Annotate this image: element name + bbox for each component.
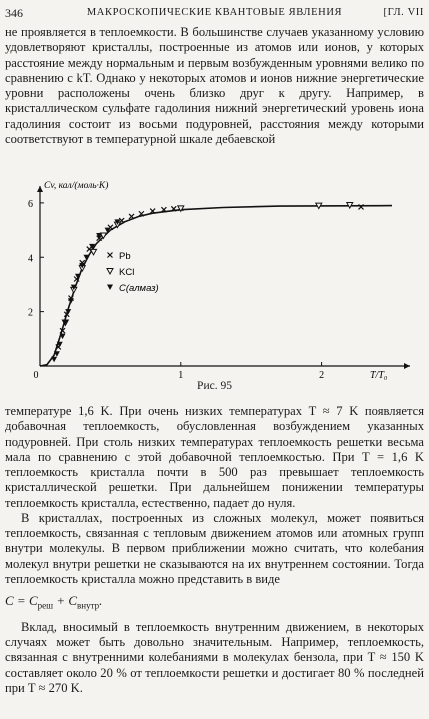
formula-sub-internal: внутр — [77, 600, 100, 611]
legend-marker-0 — [108, 253, 113, 258]
formula — [5, 593, 424, 614]
y-axis-label: Cv, кал/(моль·K) — [44, 181, 109, 191]
origin-label: 0 — [33, 370, 39, 381]
formula-mid: + C — [53, 593, 78, 608]
y-tick-label: 2 — [28, 307, 33, 319]
formula-sub-lattice: реш — [37, 600, 54, 611]
legend-label-0: Pb — [119, 251, 131, 262]
theory-curve — [40, 206, 392, 366]
paragraph-2: В кристаллах, построенных из сложных молекул, может появиться теплоемкость, связанная с тепловым движением атомов или атомных групп внутри молекулы. В первом приближении можно считать, что колебания молекул внутри решетки не сказываются на их внутреннем состоянии. Тогда теплоемкость кристалла можно представить в виде — [5, 510, 424, 586]
page-header — [5, 6, 424, 20]
heat-capacity-chart — [0, 178, 429, 398]
legend-label-2: C(алмаз) — [119, 283, 159, 294]
paragraph-3: Вклад, вносимый в теплоемкость внутренним движением, в некоторых случаях может быть довольно значительным. Например, теплоемкость, связанная с внутренними колебаниями в молекулах бензола, при T ≈ 150 K составляет около 20 % от теплоемкости решетки и достигает 80 % последней при T ≈ 270 K. — [5, 619, 424, 695]
page-number: 346 — [5, 6, 23, 20]
y-axis-arrow — [37, 186, 43, 192]
paragraph-1: температуре 1,6 K. При очень низких температурах T ≈ 7 K появляется добавочная теплоемкость, обусловленная возбуждением указанных подуровней. При столь низких температурах теплоемкость решетки весьма мала по сравнению с этой добавочной теплоемкостью. При T = 1,6 K теплоемкость кристалла почти в 500 раз превышает теплоемкость кристаллической решетки. При дальнейшем понижении температуры теплоемкость кристалла, естественно, падает до нуля. — [5, 404, 424, 510]
legend-marker-1 — [107, 269, 113, 275]
bottom-text-block — [5, 404, 424, 696]
point-c — [51, 357, 57, 363]
x-tick-label: 1 — [178, 370, 184, 381]
formula-lhs: C = C — [5, 593, 38, 608]
figure-caption: Рис. 95 — [197, 380, 232, 392]
top-paragraph: не проявляется в теплоемкости. В большинстве случаев указанному условию удовлетворяют кристаллы, построенные из атомов или ионов, у которых расстояние между нормальным и первым возбужденным уровнями велико по сравнению с kT. Однако у некоторых атомов и ионов нижние энергетические уровни расположены очень близко друг к другу. Например, в кристаллическом сульфате гадолиния нижний энергетический уровень иона гадолиния состоит из восьми подуровней, расстояния между которыми соответствуют в температурной шкале дебаевской — [5, 25, 424, 146]
formula-end: . — [99, 593, 103, 608]
x-axis-arrow — [404, 363, 410, 369]
y-tick-label: 4 — [28, 253, 33, 265]
x-axis-label: T/T₀ — [370, 370, 388, 381]
point-pb — [129, 214, 134, 219]
legend-marker-2 — [107, 285, 113, 291]
y-tick-label: 6 — [28, 198, 33, 210]
running-title: МАКРОСКОПИЧЕСКИЕ КВАНТОВЫЕ ЯВЛЕНИЯ — [86, 7, 343, 18]
x-tick-label: 2 — [319, 370, 325, 381]
top-text-block — [5, 25, 424, 147]
chapter-label: [ГЛ. VII — [383, 7, 424, 18]
legend-label-1: KCl — [119, 267, 135, 278]
point-c — [68, 298, 74, 304]
